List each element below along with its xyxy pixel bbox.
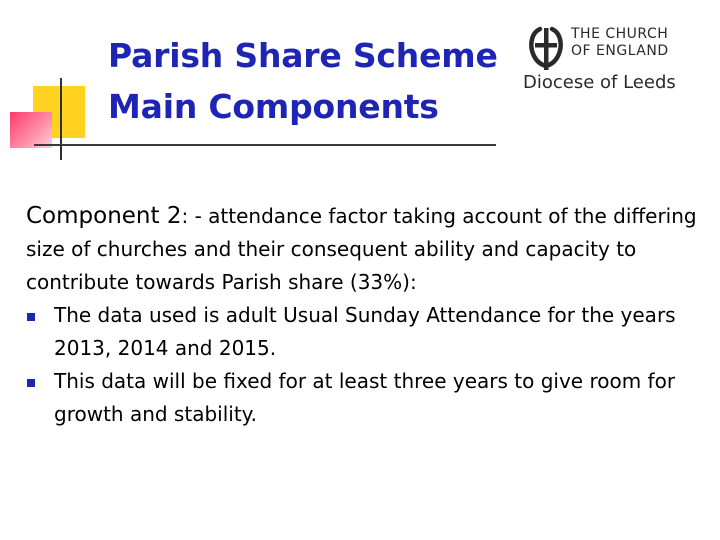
bullet-text: The data used is adult Usual Sunday Attendance for the years 2013, 2014 and 2015.	[54, 303, 676, 360]
church-of-england-logo	[520, 26, 690, 94]
decorative-pink-square	[10, 112, 52, 148]
slide-title	[108, 30, 498, 132]
component-description	[26, 200, 701, 299]
title-line-2: Main Components	[108, 87, 439, 126]
slide-body	[26, 200, 701, 431]
decorative-vertical-line	[60, 78, 62, 160]
bullet-item	[26, 365, 701, 431]
bullet-list	[26, 299, 701, 431]
component-heading: Component 2	[26, 203, 182, 229]
logo-wordmark	[571, 26, 669, 60]
bullet-text: This data will be fixed for at least three years to give room for growth and stability.	[54, 369, 676, 426]
title-underline	[34, 144, 496, 146]
component-intro: : - attendance factor taking account of the differing size of churches and their consequent ability and capacity to contribute towards Parish share (33%):	[26, 204, 697, 294]
title-line-1: Parish Share Scheme	[108, 36, 498, 75]
cross-logo-icon	[526, 26, 566, 72]
bullet-item	[26, 299, 701, 365]
logo-text-line-2: OF ENGLAND	[571, 43, 669, 59]
logo-diocese-name: Diocese of Leeds	[523, 72, 676, 93]
square-bullet-icon	[27, 379, 35, 387]
logo-text-line-1: THE CHURCH	[571, 26, 669, 42]
square-bullet-icon	[27, 313, 35, 321]
